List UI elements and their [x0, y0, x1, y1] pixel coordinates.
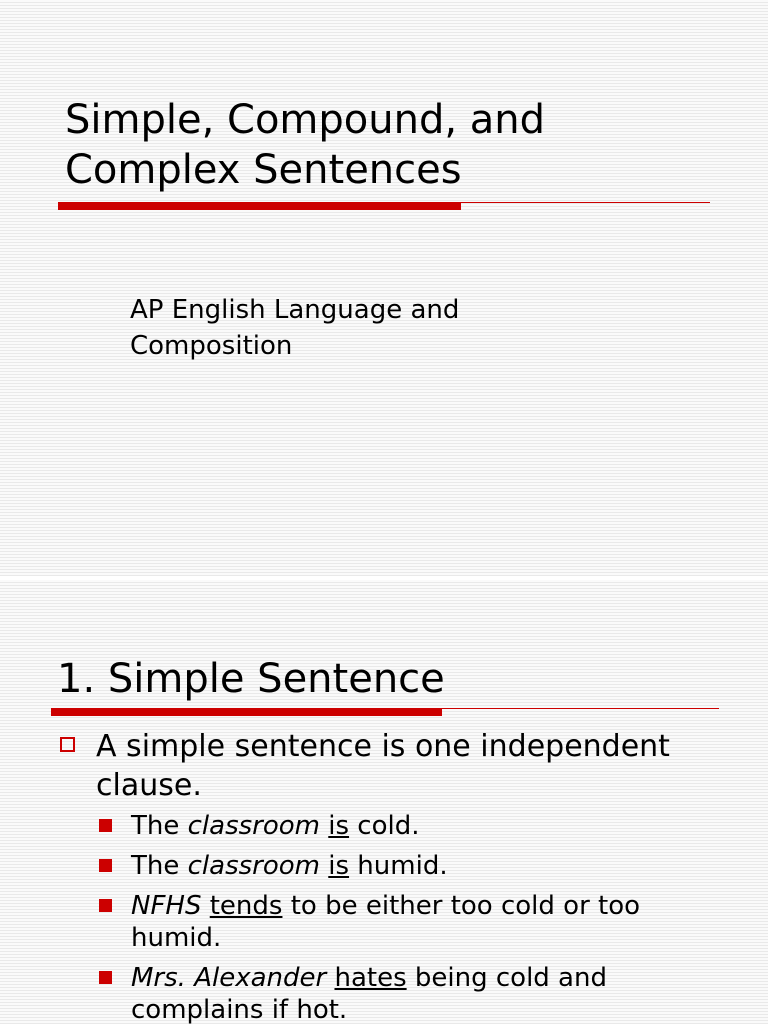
hollow-square-icon: [60, 737, 75, 752]
subtitle-line-1: AP English Language and: [130, 295, 460, 325]
bullet-text: [96, 727, 740, 805]
example-item: The classroom is cold.: [99, 810, 699, 842]
bullet-line-1: A simple sentence is one independent: [96, 729, 670, 764]
title-line-2: Complex Sentences: [65, 147, 462, 193]
title-underline-thick: [51, 708, 442, 716]
bullet-line-2: clause.: [96, 768, 202, 803]
title-line-1: Simple, Compound, and: [65, 97, 546, 143]
filled-square-icon: [99, 899, 112, 912]
example-subject: classroom: [187, 811, 320, 841]
bullet-point: [60, 727, 740, 805]
example-item: The classroom is humid.: [99, 850, 699, 882]
example-verb: tends: [209, 891, 283, 921]
slide-title: [65, 95, 705, 195]
example-item: NFHS tends to be either too cold or too humid.: [99, 890, 699, 954]
example-subject: Mrs. Alexander: [131, 963, 327, 993]
example-verb: hates: [334, 963, 407, 993]
filled-square-icon: [99, 971, 112, 984]
example-verb: is: [328, 851, 350, 881]
subtitle-line-2: Composition: [130, 331, 293, 361]
slide-title: 1. Simple Sentence: [57, 656, 445, 702]
example-list: [99, 810, 699, 1024]
example-item: Mrs. Alexander hates being cold and complains if hot.: [99, 962, 699, 1024]
slide-subtitle: [130, 292, 570, 364]
example-subject: NFHS: [131, 891, 202, 921]
filled-square-icon: [99, 859, 112, 872]
title-underline-thin: [461, 202, 710, 203]
filled-square-icon: [99, 819, 112, 832]
example-subject: classroom: [187, 851, 320, 881]
content-slide: [0, 580, 768, 1024]
title-underline-thick: [58, 202, 461, 210]
example-verb: is: [328, 811, 350, 841]
title-underline-thin: [442, 708, 719, 709]
